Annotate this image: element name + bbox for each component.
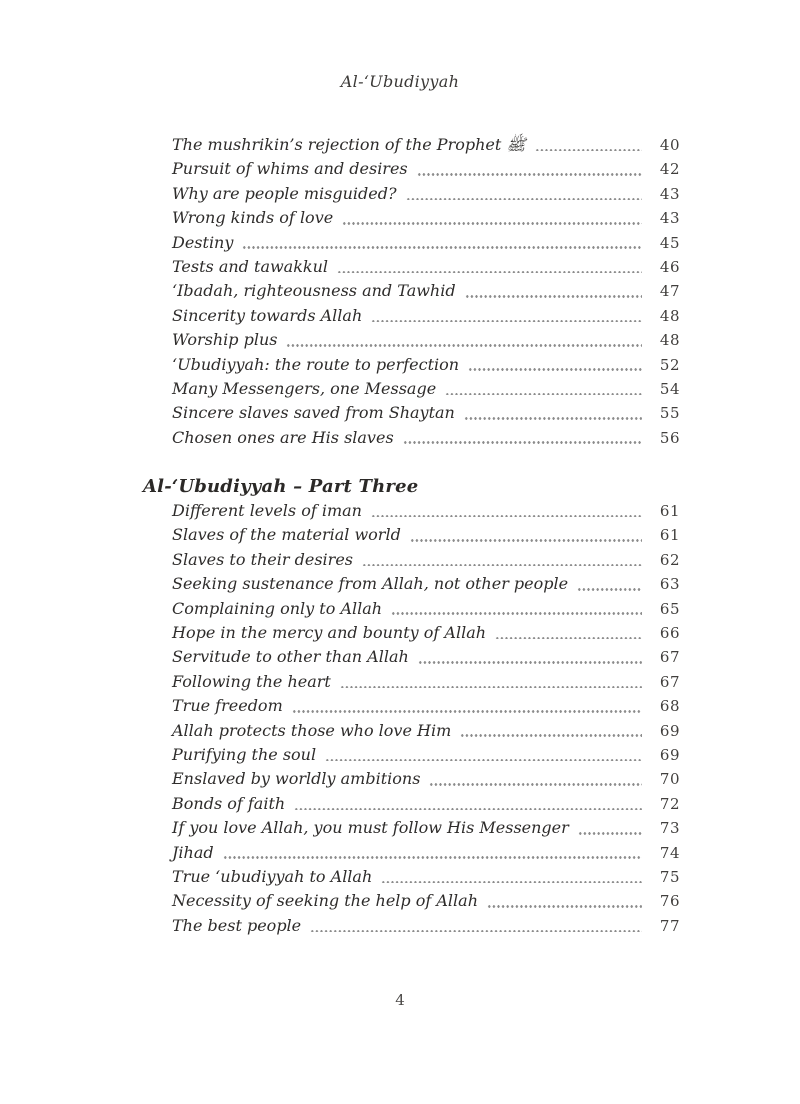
toc-entry-title: Slaves of the material world — [172, 525, 401, 545]
toc-entry-title: Worship plus — [172, 330, 278, 350]
toc-entry-title: Seeking sustenance from Allah, not other people — [172, 574, 569, 594]
toc-entry-title: Enslaved by worldly ambitions — [172, 769, 421, 789]
toc-entry-page: 70 — [659, 770, 680, 789]
toc-entry-title: Following the heart — [172, 671, 331, 691]
toc-entry — [143, 523, 680, 547]
toc-section — [143, 133, 680, 450]
dot-leader — [342, 222, 642, 225]
running-header: Al-‘Ubudiyyah — [340, 72, 460, 91]
dot-leader — [578, 832, 642, 835]
toc-entry — [143, 377, 680, 401]
dot-leader — [468, 368, 642, 371]
toc-entry-title: Servitude to other than Allah — [172, 647, 409, 667]
dot-leader — [362, 564, 642, 567]
toc-entry-title: The best people — [172, 915, 302, 935]
toc-entry — [143, 743, 680, 767]
toc-entry — [143, 597, 680, 621]
toc-entry-title: Different levels of iman — [172, 501, 362, 521]
dot-leader — [223, 856, 642, 859]
dot-leader — [391, 612, 642, 615]
toc-entry-page: 72 — [659, 794, 680, 813]
toc-entry — [143, 182, 680, 206]
toc-entry — [143, 621, 680, 645]
dot-leader — [464, 417, 642, 420]
toc-entry — [143, 792, 680, 816]
toc-entry — [143, 889, 680, 913]
toc-entry-title: The mushrikin’s rejection of the Prophet ﷺ — [172, 135, 526, 154]
dot-leader — [294, 808, 642, 811]
toc-entry — [143, 328, 680, 352]
toc-entry-title: True freedom — [172, 696, 283, 716]
toc-entry — [143, 279, 680, 303]
toc-entry-title: Allah protects those who love Him — [172, 720, 452, 740]
dot-leader — [292, 710, 642, 713]
toc-entry-page: 55 — [659, 404, 680, 423]
toc-entry-page: 76 — [659, 892, 680, 911]
toc-entry — [143, 206, 680, 230]
toc-entry-title: Pursuit of whims and desires — [172, 159, 408, 179]
toc-entry-page: 45 — [659, 233, 680, 252]
toc-entry-page: 56 — [659, 428, 680, 447]
toc-entry-page: 67 — [659, 672, 680, 691]
toc-entry-title: Bonds of faith — [172, 793, 286, 813]
dot-leader — [371, 515, 642, 518]
toc-entry-title: Sincere slaves saved from Shaytan — [172, 403, 455, 423]
toc-entry-title: Wrong kinds of love — [172, 208, 334, 228]
toc-entry-page: 54 — [659, 379, 680, 398]
toc-entry — [143, 670, 680, 694]
toc-entry-page: 61 — [659, 502, 680, 521]
toc-entry — [143, 548, 680, 572]
toc-entry — [143, 572, 680, 596]
toc-entry — [143, 255, 680, 279]
toc-entry — [143, 914, 680, 938]
toc-entry — [143, 304, 680, 328]
dot-leader — [535, 149, 642, 152]
toc-entry-page: 63 — [659, 575, 680, 594]
toc-entry-title: True ‘ubudiyyah to Allah — [172, 866, 373, 886]
toc-entry-page: 48 — [659, 331, 680, 350]
toc-entry — [143, 157, 680, 181]
toc-entry-title: ‘Ubudiyyah: the route to perfection — [172, 354, 460, 374]
dot-leader — [429, 783, 642, 786]
toc-entry — [143, 499, 680, 523]
toc-entry — [143, 767, 680, 791]
toc-entry — [143, 694, 680, 718]
toc-entry-title: Many Messengers, one Message — [172, 378, 437, 398]
dot-leader — [337, 271, 642, 274]
toc-entry-page: 74 — [659, 843, 680, 862]
toc-entry-page: 43 — [659, 209, 680, 228]
dot-leader — [242, 246, 642, 249]
toc-entry-title: Chosen ones are His slaves — [172, 427, 394, 447]
toc-entry — [143, 645, 680, 669]
dot-leader — [577, 588, 642, 591]
toc-entry-page: 61 — [659, 526, 680, 545]
toc-entry-page: 40 — [659, 136, 680, 154]
dot-leader — [417, 173, 642, 176]
page-number: 4 — [395, 991, 405, 1009]
toc-entry-page: 68 — [659, 697, 680, 716]
dot-leader — [403, 441, 642, 444]
toc-entry-page: 46 — [659, 257, 680, 276]
toc-entry-title: Sincerity towards Allah — [172, 305, 363, 325]
toc-entry-title: Complaining only to Allah — [172, 598, 383, 618]
toc-entry-page: 67 — [659, 648, 680, 667]
dot-leader — [286, 344, 642, 347]
toc-entry-page: 62 — [659, 550, 680, 569]
toc-entry-title: Hope in the mercy and bounty of Allah — [172, 623, 487, 643]
dot-leader — [410, 539, 642, 542]
toc-entry-page: 48 — [659, 306, 680, 325]
toc-entry — [143, 841, 680, 865]
toc-entry-page: 43 — [659, 184, 680, 203]
toc-entry — [143, 719, 680, 743]
toc-entry — [143, 401, 680, 425]
toc-entry-page: 69 — [659, 745, 680, 764]
dot-leader — [381, 881, 642, 884]
table-of-contents — [143, 133, 680, 938]
toc-entry-title: If you love Allah, you must follow His Messenger — [172, 818, 569, 838]
dot-leader — [495, 637, 642, 640]
toc-entry-page: 65 — [659, 599, 680, 618]
toc-entry-page: 77 — [659, 916, 680, 935]
section-heading: Al-‘Ubudiyyah – Part Three — [143, 476, 419, 498]
dot-leader — [325, 759, 642, 762]
toc-entry-title: Tests and tawakkul — [172, 256, 329, 276]
toc-entry — [143, 865, 680, 889]
toc-entry-title: Necessity of seeking the help of Allah — [172, 891, 479, 911]
toc-entry-page: 47 — [659, 282, 680, 301]
dot-leader — [487, 905, 642, 908]
toc-entry — [143, 353, 680, 377]
toc-entry-page: 42 — [659, 160, 680, 179]
dot-leader — [418, 661, 642, 664]
dot-leader — [406, 198, 642, 201]
toc-entry-title: ‘Ibadah, righteousness and Tawhid — [172, 281, 456, 301]
toc-entry — [143, 231, 680, 255]
toc-entry-page: 75 — [659, 867, 680, 886]
toc-entry-page: 69 — [659, 721, 680, 740]
dot-leader — [445, 393, 642, 396]
toc-entry — [143, 426, 680, 450]
toc-entry-page: 73 — [659, 819, 680, 838]
toc-entry-title: Jihad — [172, 842, 214, 862]
toc-entry — [143, 133, 680, 157]
dot-leader — [310, 930, 642, 933]
toc-entry-page: 66 — [659, 624, 680, 643]
toc-entry-title: Purifying the soul — [172, 744, 317, 764]
toc-entry-title: Destiny — [172, 232, 234, 252]
toc-entry-page: 52 — [659, 355, 680, 374]
dot-leader — [465, 295, 642, 298]
toc-section — [143, 474, 680, 938]
toc-entry-title: Why are people misguided? — [172, 183, 397, 203]
toc-entry — [143, 816, 680, 840]
toc-entry-title: Slaves to their desires — [172, 549, 353, 569]
dot-leader — [340, 686, 642, 689]
dot-leader — [460, 734, 642, 737]
dot-leader — [371, 320, 642, 323]
